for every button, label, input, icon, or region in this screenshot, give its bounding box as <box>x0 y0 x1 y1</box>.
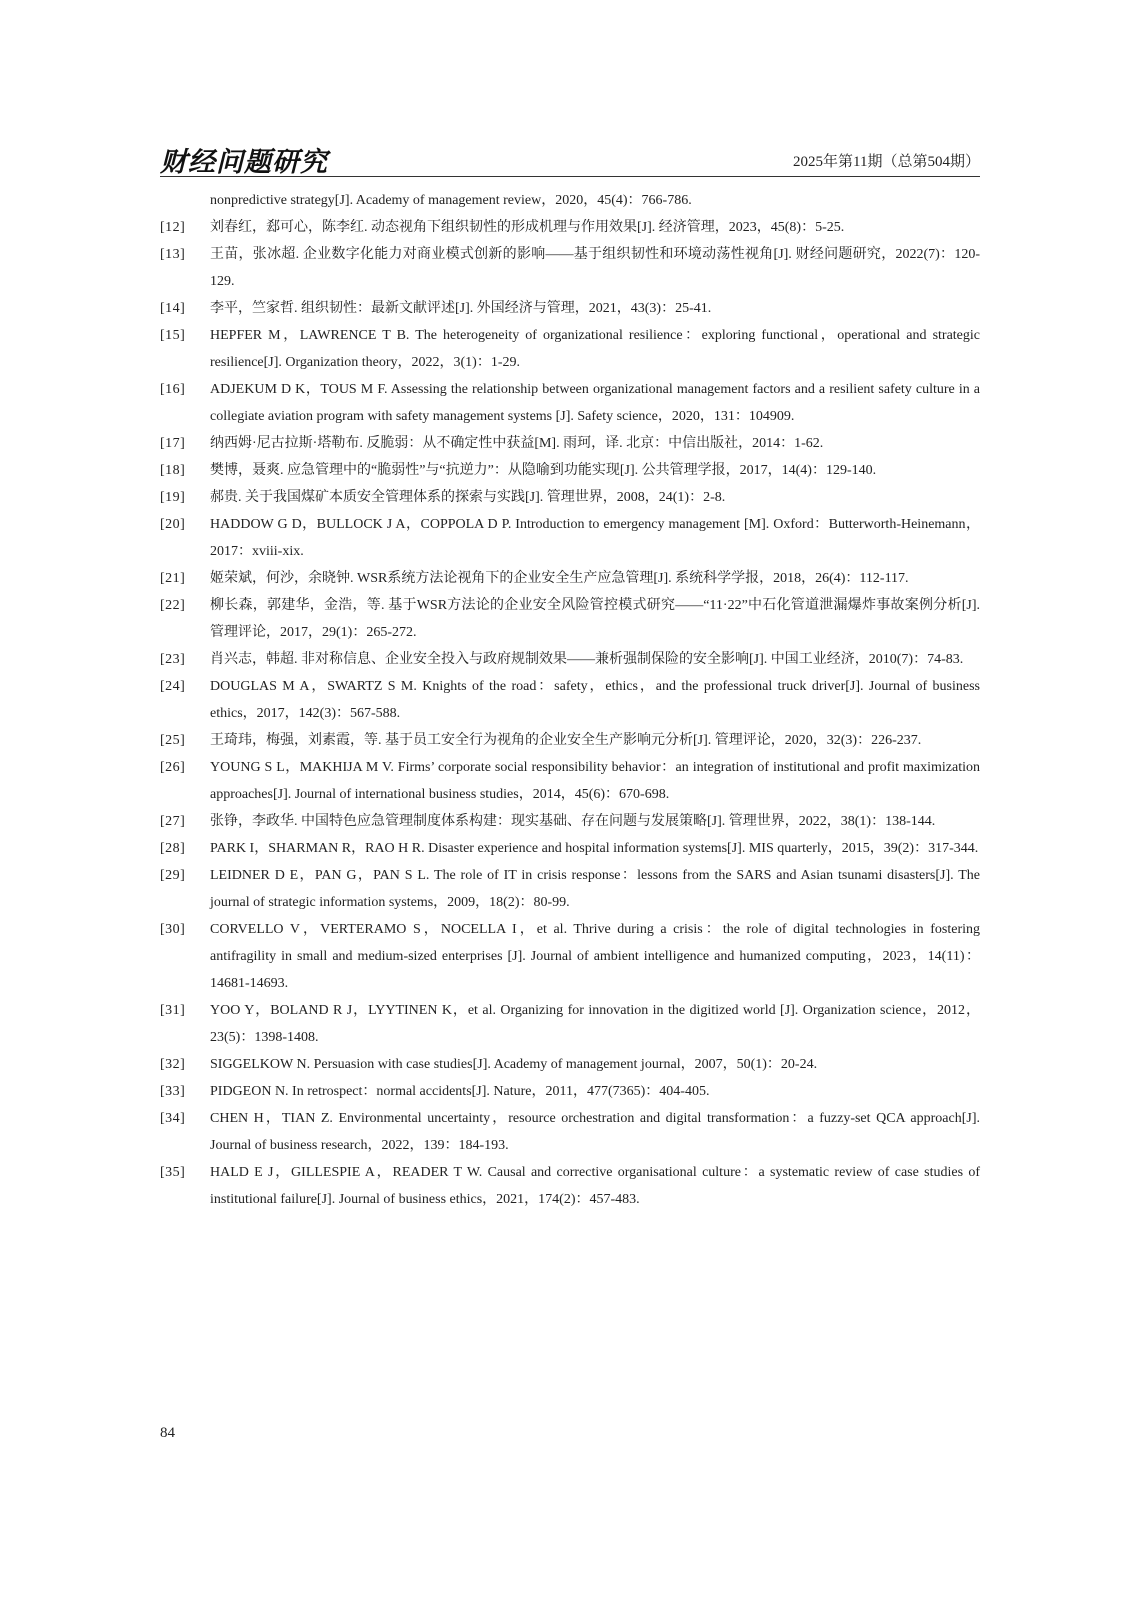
reference-item <box>160 214 980 241</box>
reference-text: nonpredictive strategy[J]. Academy of management review，2020，45(4)：766-786. <box>210 193 692 208</box>
reference-number: [15] <box>160 328 186 343</box>
reference-item <box>160 322 980 376</box>
reference-number: [20] <box>160 517 186 532</box>
reference-text: 肖兴志，韩超. 非对称信息、企业安全投入与政府规制效果——兼析强制保险的安全影响[J]. 中国工业经济，2010(7)：74-83. <box>210 652 964 667</box>
reference-text: YOUNG S L，MAKHIJA M V. Firms’ corporate social responsibility behavior：an integration of institutional and profit maximization approaches[J]. Journal of international business studies，2014，45(6)：670-698. <box>210 760 980 802</box>
reference-item <box>160 565 980 592</box>
reference-text: 刘春红，郄可心，陈李红. 动态视角下组织韧性的形成机理与作用效果[J]. 经济管理，2023，45(8)：5-25. <box>210 220 845 235</box>
reference-number: [33] <box>160 1084 186 1099</box>
reference-text: 张铮，李政华. 中国特色应急管理制度体系构建：现实基础、存在问题与发展策略[J]. 管理世界，2022，38(1)：138-144. <box>210 814 936 829</box>
journal-logo: 财经问题研究 <box>160 147 328 178</box>
reference-item <box>160 457 980 484</box>
reference-text: 樊博，聂爽. 应急管理中的“脆弱性”与“抗逆力”：从隐喻到功能实现[J]. 公共管理学报，2017，14(4)：129-140. <box>210 463 877 478</box>
reference-item <box>160 1051 980 1078</box>
reference-item <box>160 727 980 754</box>
reference-text: SIGGELKOW N. Persuasion with case studies[J]. Academy of management journal，2007，50(1)：20-24. <box>210 1057 818 1072</box>
reference-list <box>160 187 980 1213</box>
reference-text: 郝贵. 关于我国煤矿本质安全管理体系的探索与实践[J]. 管理世界，2008，24(1)：2-8. <box>210 490 726 505</box>
reference-item <box>160 862 980 916</box>
reference-number: [24] <box>160 679 186 694</box>
reference-number: [32] <box>160 1057 186 1072</box>
reference-item <box>160 1159 980 1213</box>
reference-number: [26] <box>160 760 186 775</box>
reference-text: CHEN H，TIAN Z. Environmental uncertainty，resource orchestration and digital transformation：a fuzzy-set QCA approach[J]. Journal of business research，2022，139：184-193. <box>210 1111 980 1153</box>
reference-item <box>160 376 980 430</box>
reference-text: 王琦玮，梅强，刘素霞，等. 基于员工安全行为视角的企业安全生产影响元分析[J]. 管理评论，2020，32(3)：226-237. <box>210 733 922 748</box>
reference-text: CORVELLO V，VERTERAMO S，NOCELLA I，et al. Thrive during a crisis：the role of digital technologies in fostering antifragility in small and medium-sized enterprises [J]. Journal of ambient intelligence and humanized computing，2023，14(11)：14681-14693. <box>210 922 980 991</box>
running-header <box>160 146 980 177</box>
reference-item <box>160 754 980 808</box>
reference-text: HEPFER M，LAWRENCE T B. The heterogeneity of organizational resilience：exploring functional，operational and strategic resilience[J]. Organization theory，2022，3(1)：1-29. <box>210 328 980 370</box>
reference-text: LEIDNER D E，PAN G，PAN S L. The role of IT in crisis response：lessons from the SARS and Asian tsunami disasters[J]. The journal of strategic information systems，2009，18(2)：80-99. <box>210 868 980 910</box>
reference-item <box>160 997 980 1051</box>
reference-number: [35] <box>160 1165 186 1180</box>
reference-item <box>160 592 980 646</box>
reference-text: PIDGEON N. In retrospect：normal accidents[J]. Nature，2011，477(7365)：404-405. <box>210 1084 710 1099</box>
reference-number: [12] <box>160 220 186 235</box>
reference-item <box>160 916 980 997</box>
reference-item <box>160 295 980 322</box>
reference-text: 姬荣斌，何沙，余晓钟. WSR系统方法论视角下的企业安全生产应急管理[J]. 系统科学学报，2018，26(4)：112-117. <box>210 571 909 586</box>
reference-item <box>160 1078 980 1105</box>
reference-number: [29] <box>160 868 186 883</box>
reference-text: 王苗，张冰超. 企业数字化能力对商业模式创新的影响——基于组织韧性和环境动荡性视角[J]. 财经问题研究，2022(7)：120-129. <box>210 247 980 289</box>
reference-text: 柳长森，郭建华，金浩，等. 基于WSR方法论的企业安全风险管控模式研究——“11·22”中石化管道泄漏爆炸事故案例分析[J]. 管理评论，2017，29(1)：265-272. <box>210 598 980 640</box>
issue-info: 2025年第11期（总第504期） <box>793 154 980 170</box>
reference-text: HALD E J，GILLESPIE A，READER T W. Causal and corrective organisational culture：a systematic review of case studies of institutional failure[J]. Journal of business ethics，2021，174(2)：457-483. <box>210 1165 980 1207</box>
reference-number: [28] <box>160 841 186 856</box>
reference-number: [19] <box>160 490 186 505</box>
reference-item <box>160 430 980 457</box>
reference-number: [17] <box>160 436 186 451</box>
reference-item <box>160 808 980 835</box>
reference-number: [34] <box>160 1111 186 1126</box>
reference-number: [30] <box>160 922 186 937</box>
reference-number: [18] <box>160 463 186 478</box>
reference-text: 李平，竺家哲. 组织韧性：最新文献评述[J]. 外国经济与管理，2021，43(3)：25-41. <box>210 301 712 316</box>
page-number: 84 <box>160 1425 175 1441</box>
reference-number: [25] <box>160 733 186 748</box>
reference-number: [31] <box>160 1003 186 1018</box>
reference-number: [13] <box>160 247 186 262</box>
reference-item <box>160 835 980 862</box>
reference-number: [23] <box>160 652 186 667</box>
reference-number: [22] <box>160 598 186 613</box>
reference-number: [21] <box>160 571 186 586</box>
reference-text: DOUGLAS M A，SWARTZ S M. Knights of the road：safety，ethics，and the professional truck driver[J]. Journal of business ethics，2017，142(3)：567-588. <box>210 679 980 721</box>
reference-text: 纳西姆·尼古拉斯·塔勒布. 反脆弱：从不确定性中获益[M]. 雨珂，译. 北京：中信出版社，2014：1-62. <box>210 436 824 451</box>
reference-item <box>160 1105 980 1159</box>
reference-text: YOO Y，BOLAND R J，LYYTINEN K，et al. Organizing for innovation in the digitized world [J]. Organization science，2012，23(5)：1398-1408. <box>210 1003 980 1045</box>
reference-item <box>160 241 980 295</box>
reference-number: [16] <box>160 382 186 397</box>
reference-text: PARK I，SHARMAN R，RAO H R. Disaster experience and hospital information systems[J]. MIS quarterly，2015，39(2)：317-344. <box>210 841 979 856</box>
reference-text: HADDOW G D，BULLOCK J A，COPPOLA D P. Introduction to emergency management [M]. Oxford：Butterworth-Heinemann，2017：xviii-xix. <box>210 517 980 559</box>
reference-number: [14] <box>160 301 186 316</box>
reference-item <box>160 511 980 565</box>
reference-number: [27] <box>160 814 186 829</box>
reference-item <box>160 484 980 511</box>
reference-item <box>160 646 980 673</box>
reference-item <box>160 673 980 727</box>
reference-item <box>160 187 980 214</box>
reference-text: ADJEKUM D K，TOUS M F. Assessing the relationship between organizational management factors and a resilient safety culture in a collegiate aviation program with safety management systems [J]. Safety science，2020，131：104909. <box>210 382 980 424</box>
